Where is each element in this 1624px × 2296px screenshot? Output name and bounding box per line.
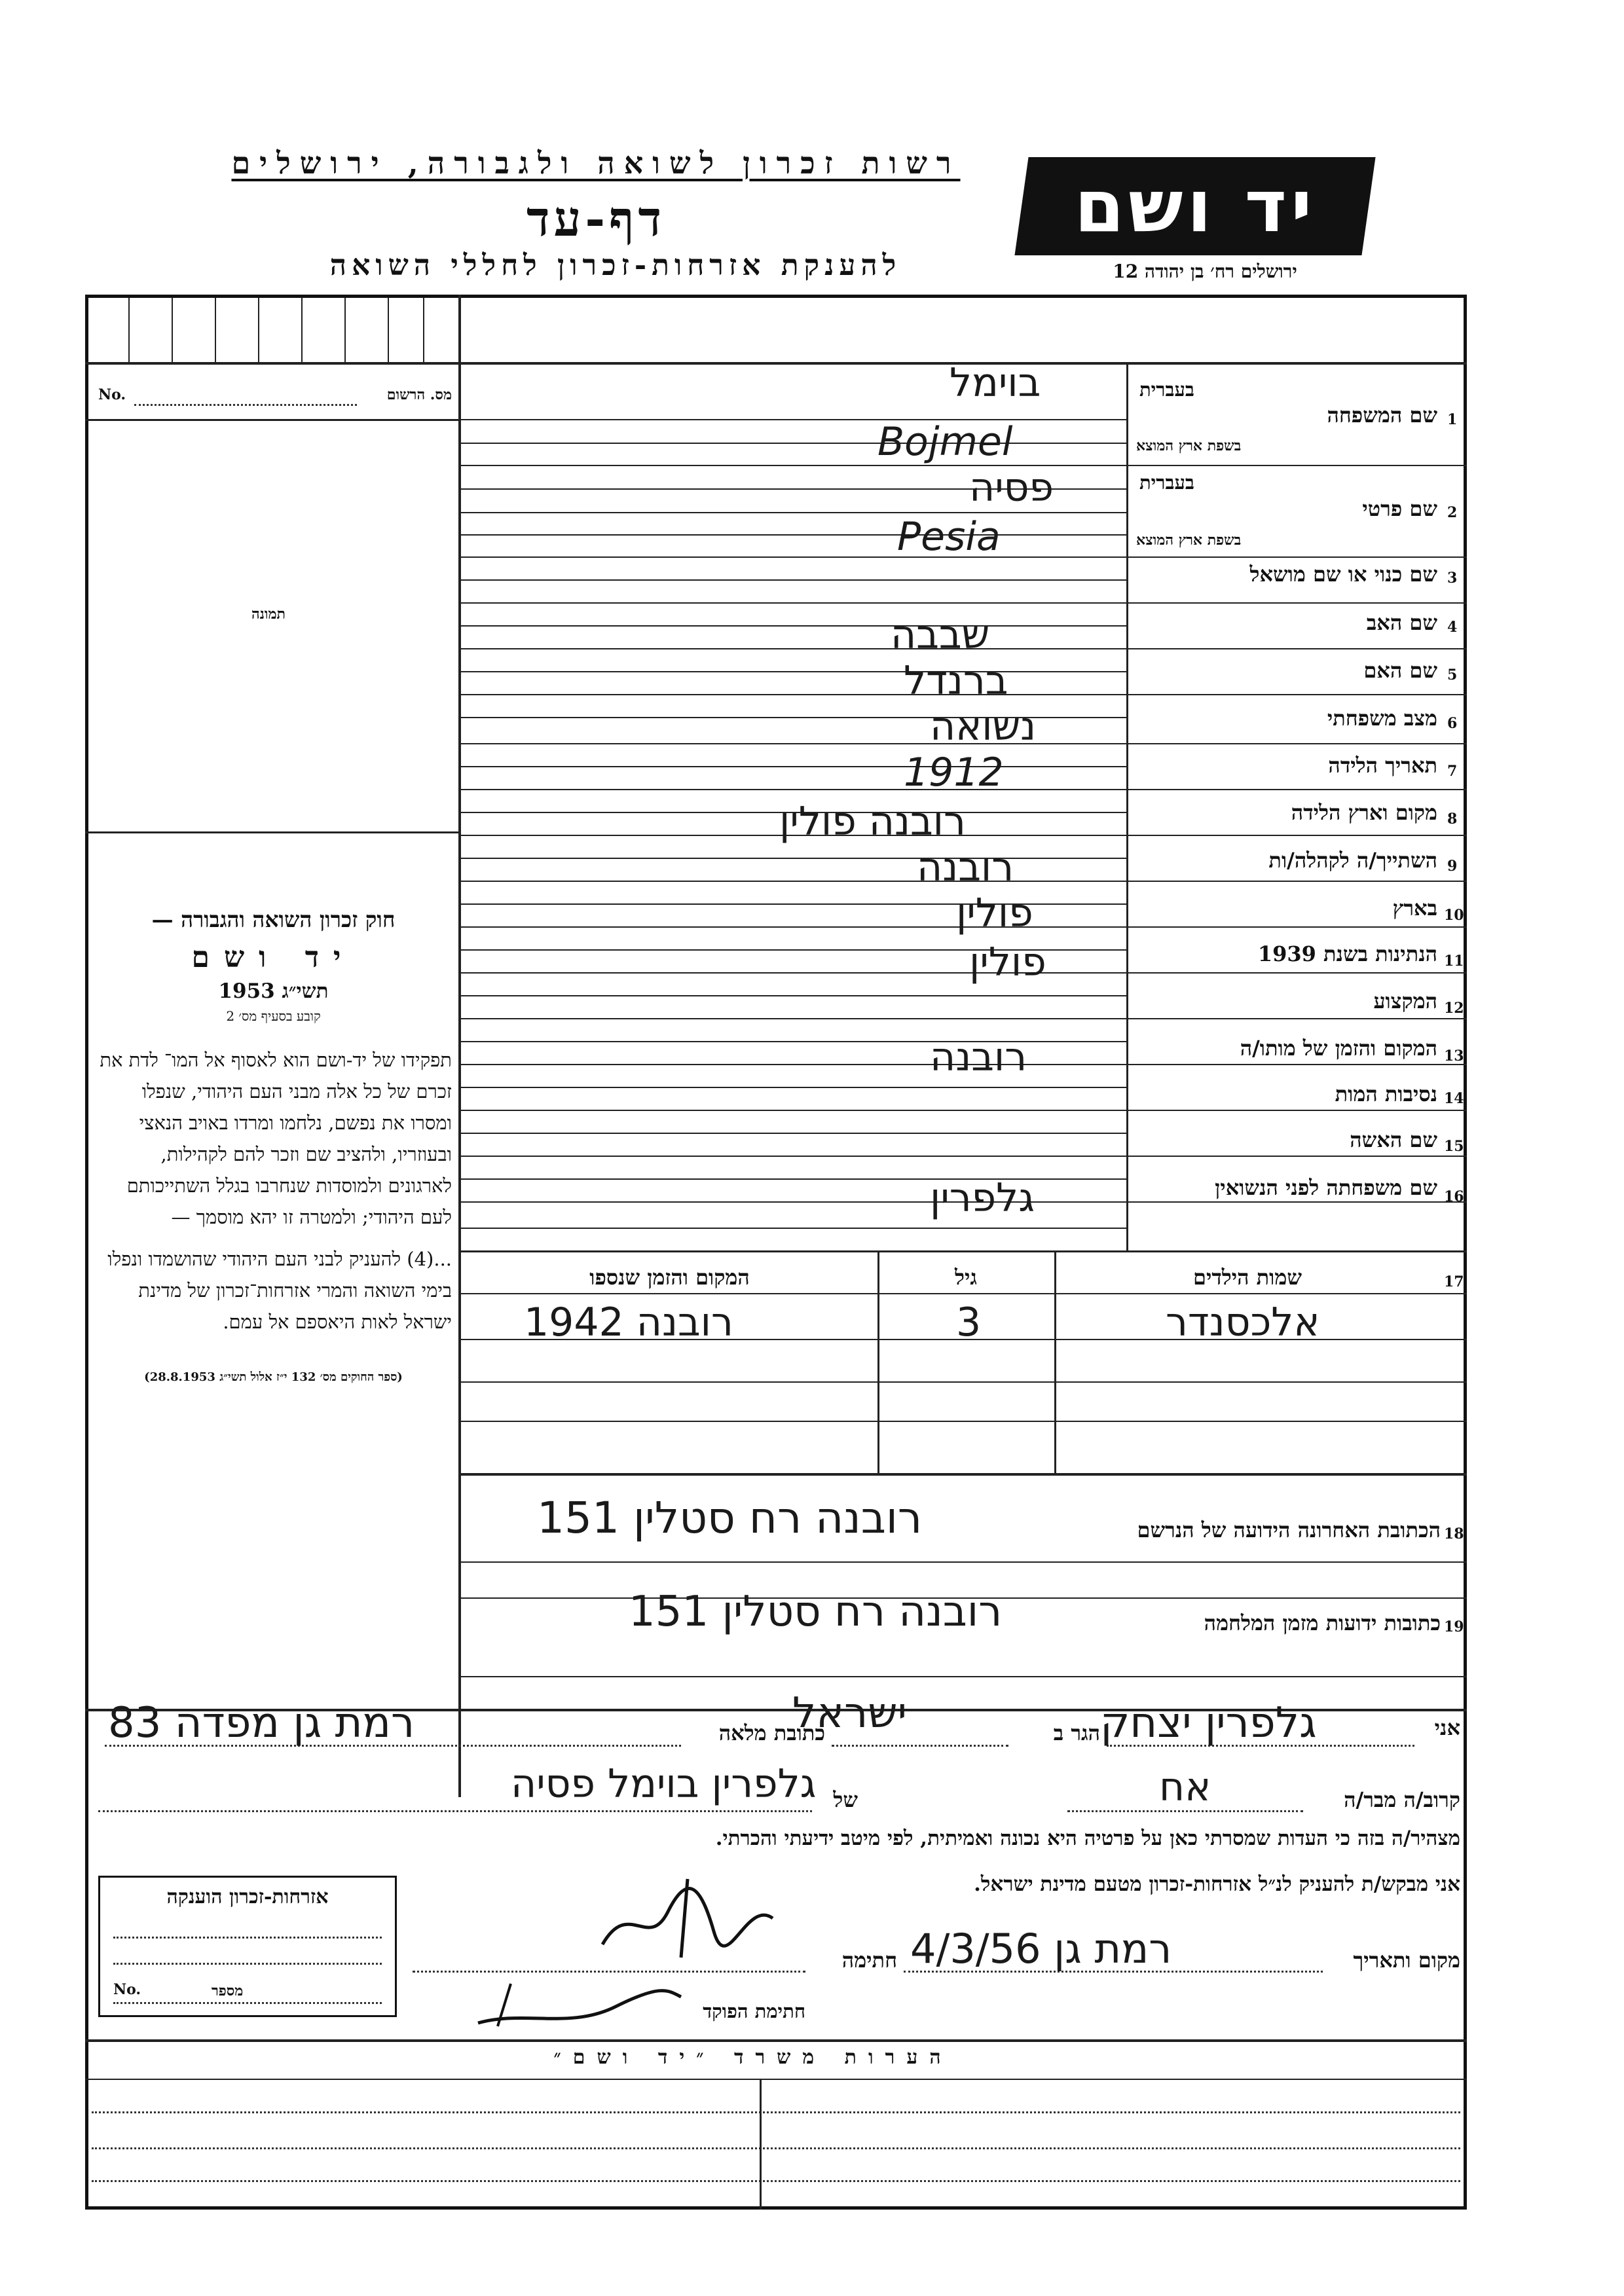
field-2-sub-local: בשפת ארץ המוצא: [1136, 532, 1242, 549]
decl-full-address-label: כתובת מלאה: [718, 1721, 825, 1745]
field-10-label: בארץ: [1392, 896, 1437, 920]
children-col-place: המקום והזמן שנספו: [589, 1265, 750, 1290]
field-12-number: 12: [1444, 1000, 1464, 1017]
field-5-label: שם האם: [1363, 658, 1437, 683]
law-clause: קובע בסעיף מס׳ 2: [226, 1008, 321, 1024]
law-title: חוק זכרון השואה והגבורה —: [151, 907, 396, 932]
field-8-label: מקום וארץ הלידה: [1291, 800, 1437, 825]
field-14-label: נסיבות המות: [1335, 1082, 1437, 1106]
children-number: 17: [1444, 1273, 1464, 1290]
decl-resides-label: הגר ב: [1053, 1721, 1100, 1745]
field-11-number: 11: [1444, 953, 1464, 970]
law-paragraph-1: תפקידו של יד-ושם הוא לאסוף אל המו־ לדת את זכרם של כל אלה מבני העם היהודי, שנפלו ומסרו את נפשם, נלחמו ומרדו באויב הנאצי ובעוזריו, ולהציב שם וזכר להם לקהילות, לארגונים ולמוסדות שנחרבו בגלל השתייכותם לעם היהודי; ולמטרה זו יהא מוסמך —: [100, 1049, 452, 1228]
field-10-value: פולין: [956, 890, 1033, 936]
field-15-label: שם האשה: [1350, 1127, 1437, 1152]
law-source: (ספר החוקים מס׳ 132 י״ז אלול תשי״ג 28.8.1953): [144, 1370, 403, 1384]
field-1-value-hebrew: בוימל: [950, 360, 1041, 406]
field-2-sub-hebrew: בעברית: [1139, 471, 1194, 494]
official-signature: [471, 1977, 688, 2036]
decl-of-value: גלפרין בוימל פסיה: [511, 1761, 817, 1807]
field-3-number: 3: [1447, 570, 1458, 587]
field-19-value: רובנה רח סטלין 151: [629, 1588, 1003, 1636]
field-12-label: המקצוע: [1373, 989, 1437, 1013]
field-10-number: 10: [1444, 907, 1464, 924]
stamp-box-no: No.: [113, 1981, 141, 1998]
field-7-value: 1912: [904, 750, 1004, 795]
logo-text: יד ושם: [1074, 164, 1316, 248]
field-6-value: נשואה: [930, 704, 1037, 750]
decl-relative-label: קרוב/ה מבר/ה: [1344, 1787, 1460, 1812]
children-col-age: גיל: [955, 1265, 977, 1290]
page-title: דף-עד: [526, 191, 666, 247]
field-8-value: רובנה פולין: [779, 799, 966, 845]
field-4-number: 4: [1447, 619, 1458, 636]
child-1-age: 3: [956, 1300, 982, 1345]
citizenship-stamp-box: [98, 1876, 397, 2017]
official-signature-label: חתימת הפוקד: [703, 2000, 805, 2022]
field-16-number: 16: [1444, 1188, 1464, 1205]
decl-signature-label: חתימה: [841, 1948, 897, 1973]
decl-city-value: ישראל: [792, 1689, 907, 1738]
decl-statement-2: אני מבקש/ת להעניק לנ״ל אזרחות-זכרון מטעם מדינת ישראל.: [974, 1872, 1460, 1896]
field-18-value: רובנה רח סטלין 151: [537, 1493, 923, 1543]
decl-ani: אני: [1434, 1715, 1460, 1740]
field-19-number: 19: [1444, 1618, 1464, 1635]
field-18-number: 18: [1444, 1525, 1464, 1542]
decl-name-value: גלפרין יצחק: [1100, 1699, 1317, 1747]
field-1-sub-local: בשפת ארץ המוצא: [1136, 437, 1242, 454]
decl-place-date-label: מקום ותאריך: [1353, 1948, 1460, 1973]
decl-statement-1: מצהיר/ה בזה כי העדות שמסרתי כאן על פרטיה היא נכונה ואמיתית, לפי מיטב ידיעתי והכרתי.: [715, 1827, 1460, 1850]
stamp-box-title: אזרחות-זכרון הוענקה: [166, 1886, 329, 1908]
decl-place-date-value: רמת גן 4/3/56: [910, 1925, 1172, 1973]
field-1-value-local: Bojmel: [877, 419, 1013, 465]
field-1-sub-hebrew: בעברית: [1139, 378, 1194, 401]
page-subtitle: להענקת אזרחות-זכרון לחללי השואה: [329, 249, 902, 282]
field-2-number: 2: [1447, 504, 1458, 521]
stamp-box-number-label: מספר: [212, 1982, 244, 1999]
field-9-number: 9: [1447, 858, 1458, 875]
decl-of-label: של: [833, 1787, 858, 1812]
field-5-value: ברנדל: [904, 658, 1008, 704]
field-2-value-hebrew: פסיה: [969, 465, 1054, 511]
witness-signature: [589, 1872, 786, 1964]
field-13-label: המקום והזמן של מותו/ה: [1240, 1036, 1437, 1061]
child-1-name: אלכסנדר: [1166, 1300, 1320, 1345]
field-6-label: מצב משפחתי: [1327, 706, 1437, 731]
decl-relation-value: אח: [1159, 1764, 1211, 1810]
field-2-value-local: Pesia: [897, 514, 1001, 560]
field-16-label: שם משפחתה לפני הנשואין: [1215, 1175, 1437, 1200]
registry-no-label: No.: [98, 386, 126, 403]
law-year: תשי״ג 1953: [218, 979, 329, 1003]
field-8-number: 8: [1447, 811, 1458, 828]
decl-address-value: רמת גן מפדה 83: [108, 1699, 415, 1747]
field-11-value: פולין: [969, 939, 1046, 985]
photo-label: תמונה: [251, 606, 286, 623]
field-7-label: תאריך הלידה: [1328, 753, 1437, 778]
field-9-label: השתייך/ה לקהלה/ות: [1268, 848, 1437, 873]
children-col-names: שמות הילדים: [1193, 1265, 1302, 1290]
institution-address: ירושלים רח׳ בן יהודה 12: [1113, 261, 1297, 282]
law-paragraph-2: ...(4) להעניק לבני העם היהודי שהושמדו ונפלו בימי השואה והמרי אזרחות־זכרון של מדינת ישראל לאות היאספם אל עמם.: [107, 1248, 452, 1333]
field-9-value: רובנה: [917, 845, 1014, 890]
field-7-number: 7: [1447, 763, 1458, 780]
field-1-label: שם המשפחה: [1327, 403, 1437, 428]
field-3-label: שם כנוי או שם מושאל: [1249, 562, 1437, 587]
field-15-number: 15: [1444, 1138, 1464, 1155]
field-6-number: 6: [1447, 715, 1458, 732]
field-19-label: כתובות ידועות מזמן המלחמה: [1204, 1611, 1441, 1635]
yad-vashem-logo: [1014, 157, 1375, 255]
field-5-number: 5: [1447, 666, 1458, 683]
field-13-number: 13: [1444, 1048, 1464, 1065]
child-1-place: רובנה 1942: [524, 1300, 733, 1345]
field-14-number: 14: [1444, 1090, 1464, 1107]
institution-name: רשות זכרון לשואה ולגבורה, ירושלים: [231, 145, 961, 181]
field-2-label: שם פרטי: [1362, 496, 1437, 521]
law-block: [95, 907, 452, 1384]
law-name: יד ושם: [191, 941, 356, 974]
field-11-label: הנתינות בשנת 1939: [1257, 941, 1437, 966]
field-4-value: שבבה: [891, 612, 990, 658]
field-1-number: 1: [1447, 411, 1458, 428]
remarks-title: הערות משרד ״יד ושם״: [553, 2046, 953, 2069]
field-18-label: הכתובת האחרונה הידועה של הנרשם: [1137, 1518, 1441, 1542]
registry-label: מס. הרשום: [386, 386, 452, 403]
field-13-value: רובנה: [930, 1034, 1027, 1080]
field-16-value: גלפרין: [930, 1175, 1035, 1221]
field-4-label: שם האב: [1366, 610, 1437, 635]
